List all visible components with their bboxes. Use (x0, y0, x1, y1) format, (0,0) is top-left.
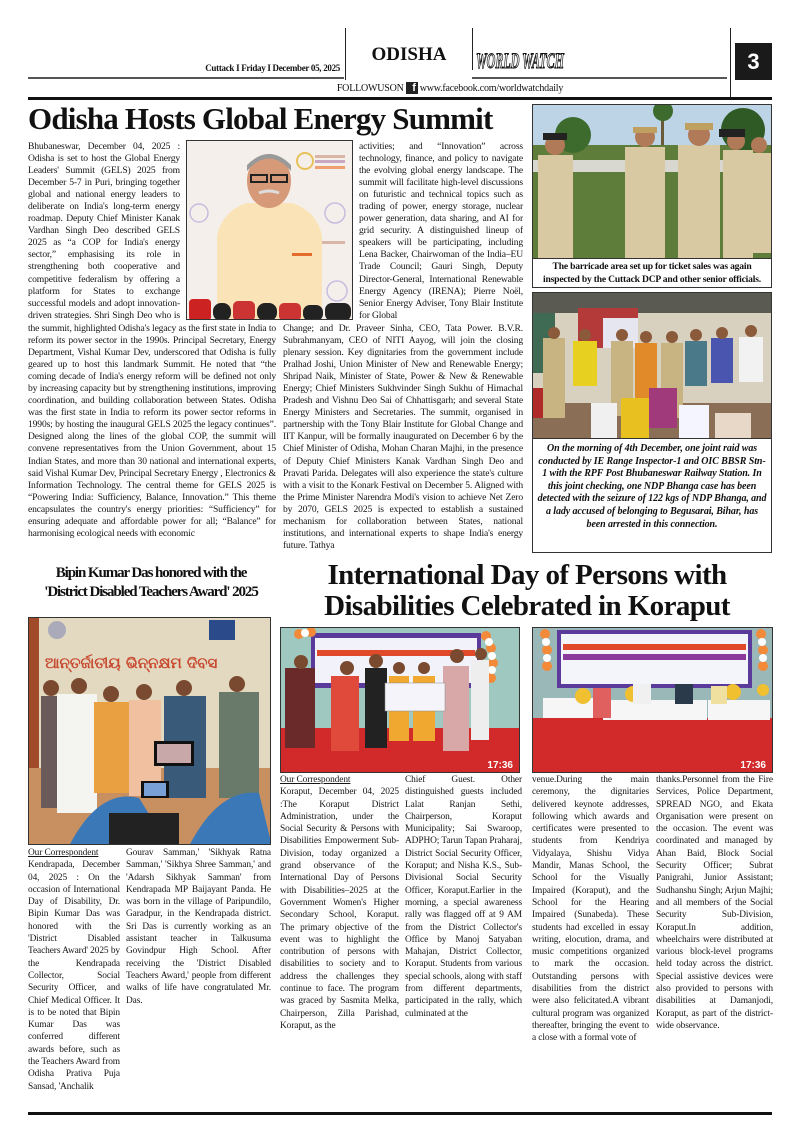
energy-story-col2-continued: Change; and Dr. Praveer Sinha, CEO, Tata Power. B.V.R. Subrahmanyam, CEO of NITI Aayog, will join the closing plenary session. Key dignitaries from the government include Pralhad Joshi, Union Minister of New and Renewable Energy; Shripad Naik, Minister of State, Power & New & Renewable Energy; Chief Ministers Sukhvinder Singh Sukhu of Himachal Pradesh and Vishnu Deo Sai of Chhattisgarh; and several State Energy Ministers and Secretaries. The summit, organised in partnership with the Tony Blair Institute for Global Change and IIT Kanpur, will be formally inaugurated on December 6 by the Chief Minister of Odisha, Mohan Charan Majhi, in the presence of Deputy Chief Ministers Kanak Vardhan Singh Deo and Pravati Parida. Delegates will also experience the state's culture with a visit to the Konark Festival on December 5. Aligned with the Prime Minister Narendra Modi's vision to achieve Net Zero by 2070, GELS 2025 is expected to establish a sustained mechanism for collaboration between States, national institutions, and international experts to shape India's energy future. Tathya (283, 323, 523, 551)
bipin-byline: Our Correspondent (28, 848, 99, 858)
svg-text:ଆନ୍ତର୍ଜାତୀୟ ଭିନ୍ନକ୍ଷମ ଦିବସ: ଆନ୍ତର୍ଜାତୀୟ ଭିନ୍ନକ୍ଷମ ଦିବସ (45, 654, 218, 672)
masthead-rule (28, 77, 344, 79)
facebook-link[interactable]: www.facebook.com/worldwatchdaily (419, 82, 564, 94)
headline-energy-summit: Odisha Hosts Global Energy Summit (28, 101, 493, 136)
dateline: Cuttack I Friday I December 05, 2025 (205, 63, 340, 73)
follow-label: FOLLOWUSON (336, 82, 404, 94)
caption-raid: On the morning of 4th December, one joint raid was conducted by IE Range Inspector-1 and OIC BBSR Stn-1 with the RPF Post Bhubaneswar Railway Station. In this joint checking, one NDP Bhanga case has been detected with the seizure of 122 kgs of NDP Bhanga, and a lady accused of belonging to Begusarai, Bihar, has been arrested in this connection. (532, 438, 772, 553)
photo-police-inspection-image (533, 105, 772, 259)
headline-idpd (282, 560, 772, 624)
idpd-story-col1 (280, 774, 399, 1111)
photo-bipin-award (28, 617, 271, 845)
photo-cheque-presentation (280, 627, 520, 773)
photo-cheque-image (281, 628, 520, 773)
masthead-divider (730, 28, 731, 98)
caption-police-inspection: The barricade area set up for ticket sales was again inspected by the Cuttack DCP and other senior officials. (532, 258, 772, 288)
page-bottom-rule (28, 1112, 772, 1115)
photo-bipin-award-image (29, 618, 271, 845)
photo-stage-dignitaries (532, 627, 773, 773)
photo-minister (186, 140, 353, 320)
idpd-story-col3: venue.During the main ceremony, the dignitaries delivered keynote addresses, following which awards and certificates were presented to students from Kendriya Vidyalaya, Shishu Vidya Mandir, Manas School, the School for the Visually Impaired (Koraput), and the School for the Hearing Impaired (Sunabeda). These students had excelled in essay writing, elocution, drama, and music competitions organized to mark the occasion. Outstanding persons with disabilities from the district were also felicitated.A vibrant cultural program was organized thereafter, bringing the event to a close with a formal vote of (532, 775, 649, 1044)
logo-wordmark: WORLD WATCH (476, 48, 565, 73)
bipin-story-col1 (28, 847, 120, 1111)
page-number: 3 (735, 43, 772, 80)
photo-raid-team (532, 292, 772, 439)
headline-idpd-line1: International Day of Persons with (327, 560, 727, 591)
photo-raid-team-image (533, 293, 772, 439)
idpd-col1-text: Koraput, December 04, 2025 :The Koraput District Administration, under the Social Security & Persons with Disabilities Empowerment Sub-Division, today organized a grand observance of the International Day of Persons with Disabilities–2025 at the Government Women's Higher Secondary School, Koraput. The primary objective of the event was to highlight the contribution of persons with disabilities to society and to address the challenges they continue to face. The program was graced by Sasmita Melka, Chairperson, Zilla Parishad, Koraput, as the (280, 787, 399, 1031)
bipin-story-col2: Gourav Samman,' 'Sikhyak Ratna Samman,' 'Sikhya Shree Samman,' and 'Adarsh Sikhyak Samman' from Kendrapada MP Baijayant Panda. He was born in the village of Paripundilo, Garadpur, in the Kendrapada district. Sri Das is currently working as an assistant teacher in Talkusuma Govindpur High School. After receiving the 'District Disabled Teachers Award,' people from different walks of life have congratulated Mr. Das. (126, 848, 271, 1006)
masthead-divider (472, 28, 473, 70)
idpd-byline: Our Correspondent (280, 775, 351, 785)
idpd-story-col2: Chief Guest. Other distinguished guests included Lalat Ranjan Sethi, Chairperson, Koraput Municipality; Sai Swaroop, ADPHO; Tarun Tapan Praharaj, District Social Security Officer, Koraput; and Nisha K.S., Sub-Divisional Social Security Officer, Koraput.Earlier in the morning, a special awareness rally was flagged off at 9 AM from the District Collector's Office by Manoj Satyaban Mahajan, District Collector, Koraput. Students from various special schools, along with staff from different departments, participated in the rally, which culminated at the (405, 775, 522, 1019)
photo-police-inspection (532, 104, 772, 259)
section-title: ODISHA (371, 44, 447, 65)
photo-timestamp: 17:36 (487, 760, 513, 771)
masthead-rule (472, 77, 727, 79)
energy-story-col1: Bhubaneswar, December 04, 2025 : Odisha is set to host the Global Energy Leaders' Summit (GELS) 2025 from December 5-7 in Puri, bringing together global and national energy leaders to deliberate on India's long-term energy roadmap. Deputy Chief Minister Kanak Vardhan Singh Deo described GELS 2025 as “a COP for India's energy sector,” emphasising its role in strengthening both cooperative and competitive federalism by offering a platform for States to exchange successful models and adopt innovation-driven strategies. Shri Singh Deo who is (28, 141, 180, 321)
headline-idpd-line2: Disabilities Celebrated in Koraput (324, 590, 730, 622)
facebook-icon[interactable]: f (406, 82, 418, 94)
idpd-story-col4: thanks.Personnel from the Fire Services, Police Department, SPREAD NGO, and Ekata Organisation were present on the occasion. The event was coordinated and managed by Ahan Baid, Block Social Security Officer; Subrat Panigrahi, Junior Assistant; Sudhanshu Singh; Arjun Majhi; and all members of the Social Security Sub-Division, Koraput.In addition, wheelchairs were distributed at various block-level programs held today across the district. Special assistive devices were also provided to persons with disabilities at Damanjodi, Koraput, as part of the district-wide observance. (656, 775, 773, 1031)
photo-timestamp: 17:36 (740, 760, 766, 771)
headline-bipin-line2: 'District Disabled Teachers Award' 2025 (44, 584, 258, 600)
bipin-col1-text: Kendrapada, December 04, 2025 : On the occasion of International Day of Disability, Dr. Bipin Kumar Das was honored with the 'District Disabled Teachers Award' 2025 by the Kendrapada Collector, Social Security Officer, and Chief Medical Officer. It is to be noted that Bipin Kumar Das was conferred different awards before, such as the Teachers Award from Odisha Prativa Puja Sansad, 'Anchalik (28, 860, 120, 1092)
headline-bipin-line1: Bipin Kumar Das honored with the (55, 565, 247, 581)
world-watch-logo (476, 42, 566, 74)
masthead-bottom-rule (28, 97, 772, 100)
photo-stage-image (533, 628, 773, 773)
energy-story-col1-continued: the summit, highlighted Odisha's legacy as the first state in India to reform its power sector in the 1990s. Principal Secretary, Energy Department, Vishal Kumar Dev, underscored that Odisha is fully geared up to host this landmark Summit. He noted that “the coming decade of India's energy reform will be defined not only by increasing capacity but by strengthening institutions, improving coordination, and building collaboration between States. Odisha was the first state in India to reform its power sector reforms in 1990s; by hosting the inaugural GELS 2025 the legacy continues”. Designed along the lines of the global COP, the summit will convene representatives from the Union Government, about 15 Indian States, and more than 30 national and international experts, said Vishal Kumar Dev, Principal Secretary Energy , Electronics & Information Technology. The central theme for GELS 2025 is “Powering India: Sufficiency, Balance, Innovation.” This theme encapsulates the country's energy priorities: “Sufficiency” for ensuring adequate and affordable power for all; “Balance” for harmonising ecological needs with economic (28, 323, 276, 539)
masthead-divider (345, 28, 346, 80)
headline-bipin-award (28, 564, 274, 604)
energy-story-col2: activities; and “Innovation” across technology, finance, and policy to navigate the evolving global energy landscape. The summit will facilitate high-level discussions on futuristic and technical topics such as trading of power, energy storage, nuclear power generation, data sharing, and AI for grid security. A distinguished lineup of speakers will be participating, including Lena Backer, Chairwoman of the India–EU Trade Council; Gauri Singh, Deputy Director-General, International Renewable Energy Agency (IRENA); Pierre Noël, Senior Energy Adviser, Tony Blair Institute for Global (359, 141, 523, 321)
photo-minister-image (187, 141, 353, 320)
follow-us-bar (200, 82, 700, 94)
